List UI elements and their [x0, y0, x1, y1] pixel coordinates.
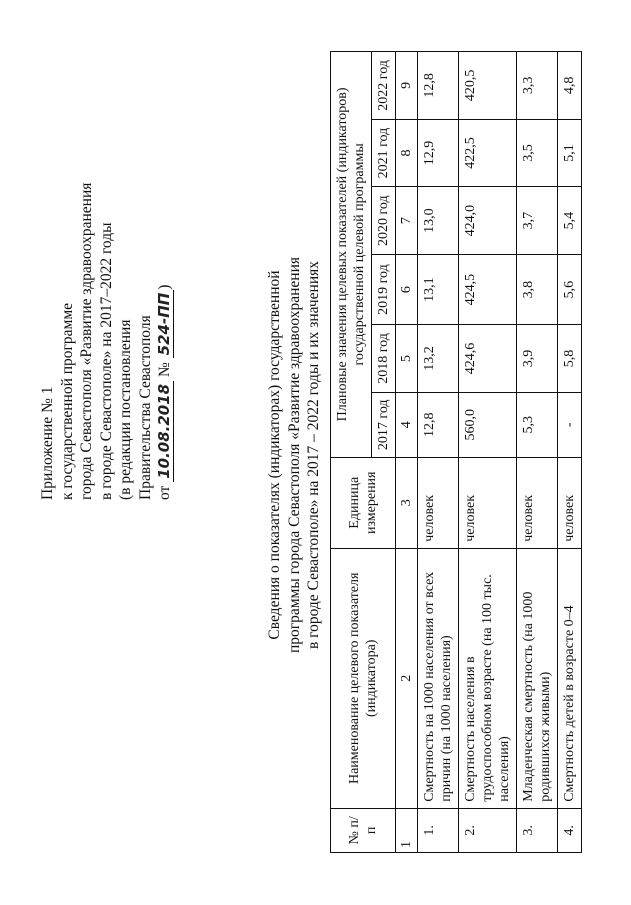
- value-2020: 5,4: [558, 187, 582, 255]
- indicator-unit: человек: [459, 457, 517, 548]
- table-row: [517, 52, 558, 853]
- appendix-line: города Севастополя «Развитие здравоохранения: [78, 182, 95, 500]
- column-number: 2: [396, 548, 418, 808]
- column-number: 6: [396, 254, 418, 324]
- header-values-group: Плановые значения целевых показателей (индикаторов) государственной целевой программы: [331, 52, 372, 458]
- value-2022: 4,8: [558, 52, 582, 120]
- table-row: [418, 52, 459, 853]
- header-year: 2020 год: [372, 187, 396, 255]
- value-2019: 424,5: [459, 254, 517, 324]
- header-year: 2017 год: [372, 392, 396, 457]
- appendix-block: [38, 140, 175, 500]
- value-2021: 12,9: [418, 119, 459, 187]
- row-number: 3.: [517, 808, 558, 852]
- header-year: 2022 год: [372, 52, 396, 120]
- handwritten-date: 10.08.2018: [155, 381, 174, 482]
- indicator-unit: человек: [517, 457, 558, 548]
- row-number: 4.: [558, 808, 582, 852]
- value-2017: -: [558, 392, 582, 457]
- value-2018: 5,8: [558, 325, 582, 393]
- header-no: № п/п: [331, 808, 396, 852]
- value-2022: 12,8: [418, 52, 459, 120]
- value-2020: 424,0: [459, 187, 517, 255]
- value-2022: 3,3: [517, 52, 558, 120]
- value-2018: 424,6: [459, 325, 517, 393]
- appendix-line: Приложение № 1: [39, 386, 56, 500]
- column-number: 4: [396, 392, 418, 457]
- column-number: 1: [396, 808, 418, 852]
- value-2022: 420,5: [459, 52, 517, 120]
- column-number: 3: [396, 457, 418, 548]
- header-year: 2019 год: [372, 254, 396, 324]
- indicator-name: Младенческая смертность (на 1000 родившихся живыми): [517, 548, 558, 808]
- indicator-name: Смертность населения в трудоспособном возрасте (на 100 тыс. населения): [459, 548, 517, 808]
- appendix-line: к государственной программе: [58, 302, 76, 500]
- value-2020: 3,7: [517, 187, 558, 255]
- value-2017: 12,8: [418, 392, 459, 457]
- value-2021: 5,1: [558, 119, 582, 187]
- header-name: Наименование целевого показателя (индикатора): [331, 548, 396, 808]
- header-unit: Единица измерения: [331, 457, 396, 548]
- value-2020: 13,0: [418, 187, 459, 255]
- table-row: [558, 52, 582, 853]
- value-2019: 5,6: [558, 254, 582, 324]
- value-2017: 560,0: [459, 392, 517, 457]
- column-number: 9: [396, 52, 418, 120]
- indicator-unit: человек: [558, 457, 582, 548]
- header-year: 2018 год: [372, 325, 396, 393]
- row-number: 1.: [418, 808, 459, 852]
- column-number: 5: [396, 325, 418, 393]
- number-prefix: №: [156, 362, 173, 378]
- value-2021: 3,5: [517, 119, 558, 187]
- appendix-line: (в редакции постановления: [117, 319, 134, 500]
- date-prefix: от: [156, 485, 173, 500]
- handwritten-number: 524-ПП: [155, 290, 174, 359]
- indicator-unit: человек: [418, 457, 459, 548]
- column-numbers-row: [396, 52, 418, 853]
- value-2018: 13,2: [418, 325, 459, 393]
- column-number: 8: [396, 119, 418, 187]
- table-row: [459, 52, 517, 853]
- indicator-name: Смертность детей в возрасте 0–4: [558, 548, 582, 808]
- value-2018: 3,9: [517, 325, 558, 393]
- indicators-table: [330, 51, 582, 853]
- row-number: 2.: [459, 808, 517, 852]
- indicator-name: Смертность на 1000 населения от всех причин (на 1000 населения): [418, 548, 459, 808]
- heading-line: Сведения о показателях (индикаторах) государственной: [266, 270, 283, 640]
- value-2017: 5,3: [517, 392, 558, 457]
- header-year: 2021 год: [372, 119, 396, 187]
- column-number: 7: [396, 187, 418, 255]
- value-2019: 3,8: [517, 254, 558, 324]
- value-2021: 422,5: [459, 119, 517, 187]
- document-heading: [265, 225, 324, 685]
- heading-line: в городе Севастополе» на 2017 – 2022 годы и их значениях: [305, 260, 322, 650]
- heading-line: программы города Севастополя «Развитие здравоохранения: [285, 256, 303, 654]
- appendix-line: Правительства Севастополя: [136, 315, 154, 500]
- resolution-date-line: [155, 140, 175, 500]
- value-2019: 13,1: [418, 254, 459, 324]
- closing-paren: ): [156, 284, 173, 290]
- header-row: [331, 52, 372, 853]
- appendix-line: в городе Севастополе» на 2017–2022 годы: [97, 222, 115, 500]
